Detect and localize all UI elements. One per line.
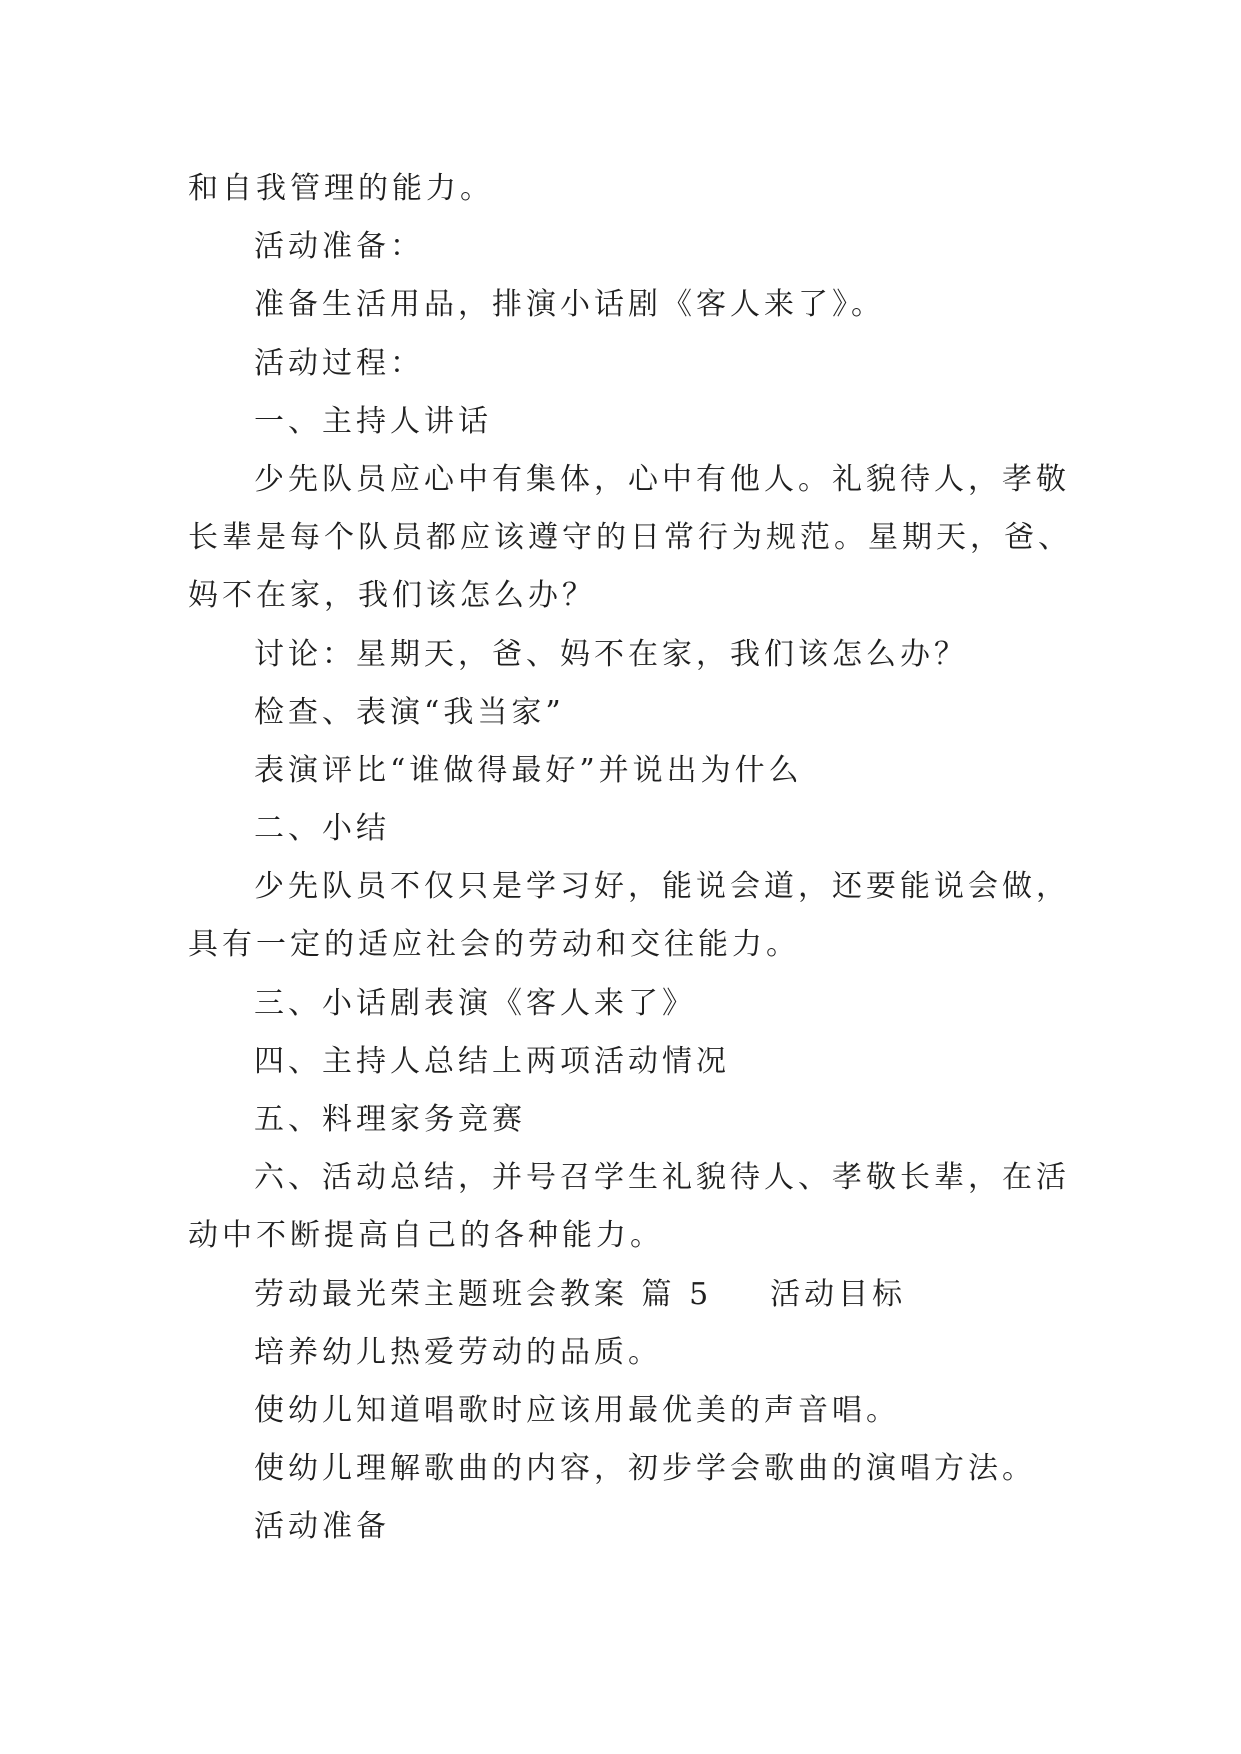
- paragraph-line: 少先队员应心中有集体，心中有他人。礼貌待人，孝敬: [254, 461, 1070, 497]
- list-item: 二、小结: [254, 811, 390, 847]
- list-item: 六、活动总结，并号召学生礼貌待人、孝敬长辈，在活: [254, 1160, 1070, 1196]
- paragraph-line: 检查、表演“我当家”: [254, 694, 565, 730]
- list-item: 一、主持人讲话: [254, 403, 492, 439]
- paragraph-line: 使幼儿理解歌曲的内容，初步学会歌曲的演唱方法。: [254, 1451, 1036, 1487]
- paragraph-line: 和自我管理的能力。: [188, 171, 494, 206]
- list-item: 三、小话剧表演《客人来了》: [254, 985, 696, 1021]
- paragraph-line: 少先队员不仅只是学习好，能说会道，还要能说会做，: [254, 869, 1070, 905]
- section-heading: 活动准备: [254, 1509, 390, 1545]
- list-item: 四、主持人总结上两项活动情况: [254, 1043, 730, 1079]
- paragraph-line: 动中不断提高自己的各种能力。: [188, 1218, 664, 1254]
- paragraph-line: 具有一定的适应社会的劳动和交往能力。: [188, 927, 800, 963]
- paragraph-line: 表演评比“谁做得最好”并说出为什么: [254, 752, 803, 788]
- lesson-subheading: 活动目标: [770, 1276, 907, 1312]
- paragraph-line: 妈不在家，我们该怎么办？: [188, 578, 596, 614]
- list-item: 五、料理家务竞赛: [254, 1102, 526, 1137]
- section-heading: 活动过程：: [254, 345, 424, 381]
- paragraph-line: 准备生活用品，排演小话剧《客人来了》。: [254, 287, 885, 323]
- lesson-heading: [188, 1266, 1058, 1324]
- lesson-title: 劳动最光荣主题班会教案 篇 5: [254, 1276, 713, 1312]
- section-heading: 活动准备：: [254, 229, 424, 265]
- paragraph-line: 使幼儿知道唱歌时应该用最优美的声音唱。: [254, 1392, 900, 1428]
- paragraph-line: 培养幼儿热爱劳动的品质。: [254, 1334, 662, 1370]
- paragraph-line: 长辈是每个队员都应该遵守的日常行为规范。星期天，爸、: [188, 520, 1072, 556]
- document-body: [188, 160, 1072, 1557]
- paragraph-line: 讨论：星期天，爸、妈不在家，我们该怎么办？: [254, 636, 968, 672]
